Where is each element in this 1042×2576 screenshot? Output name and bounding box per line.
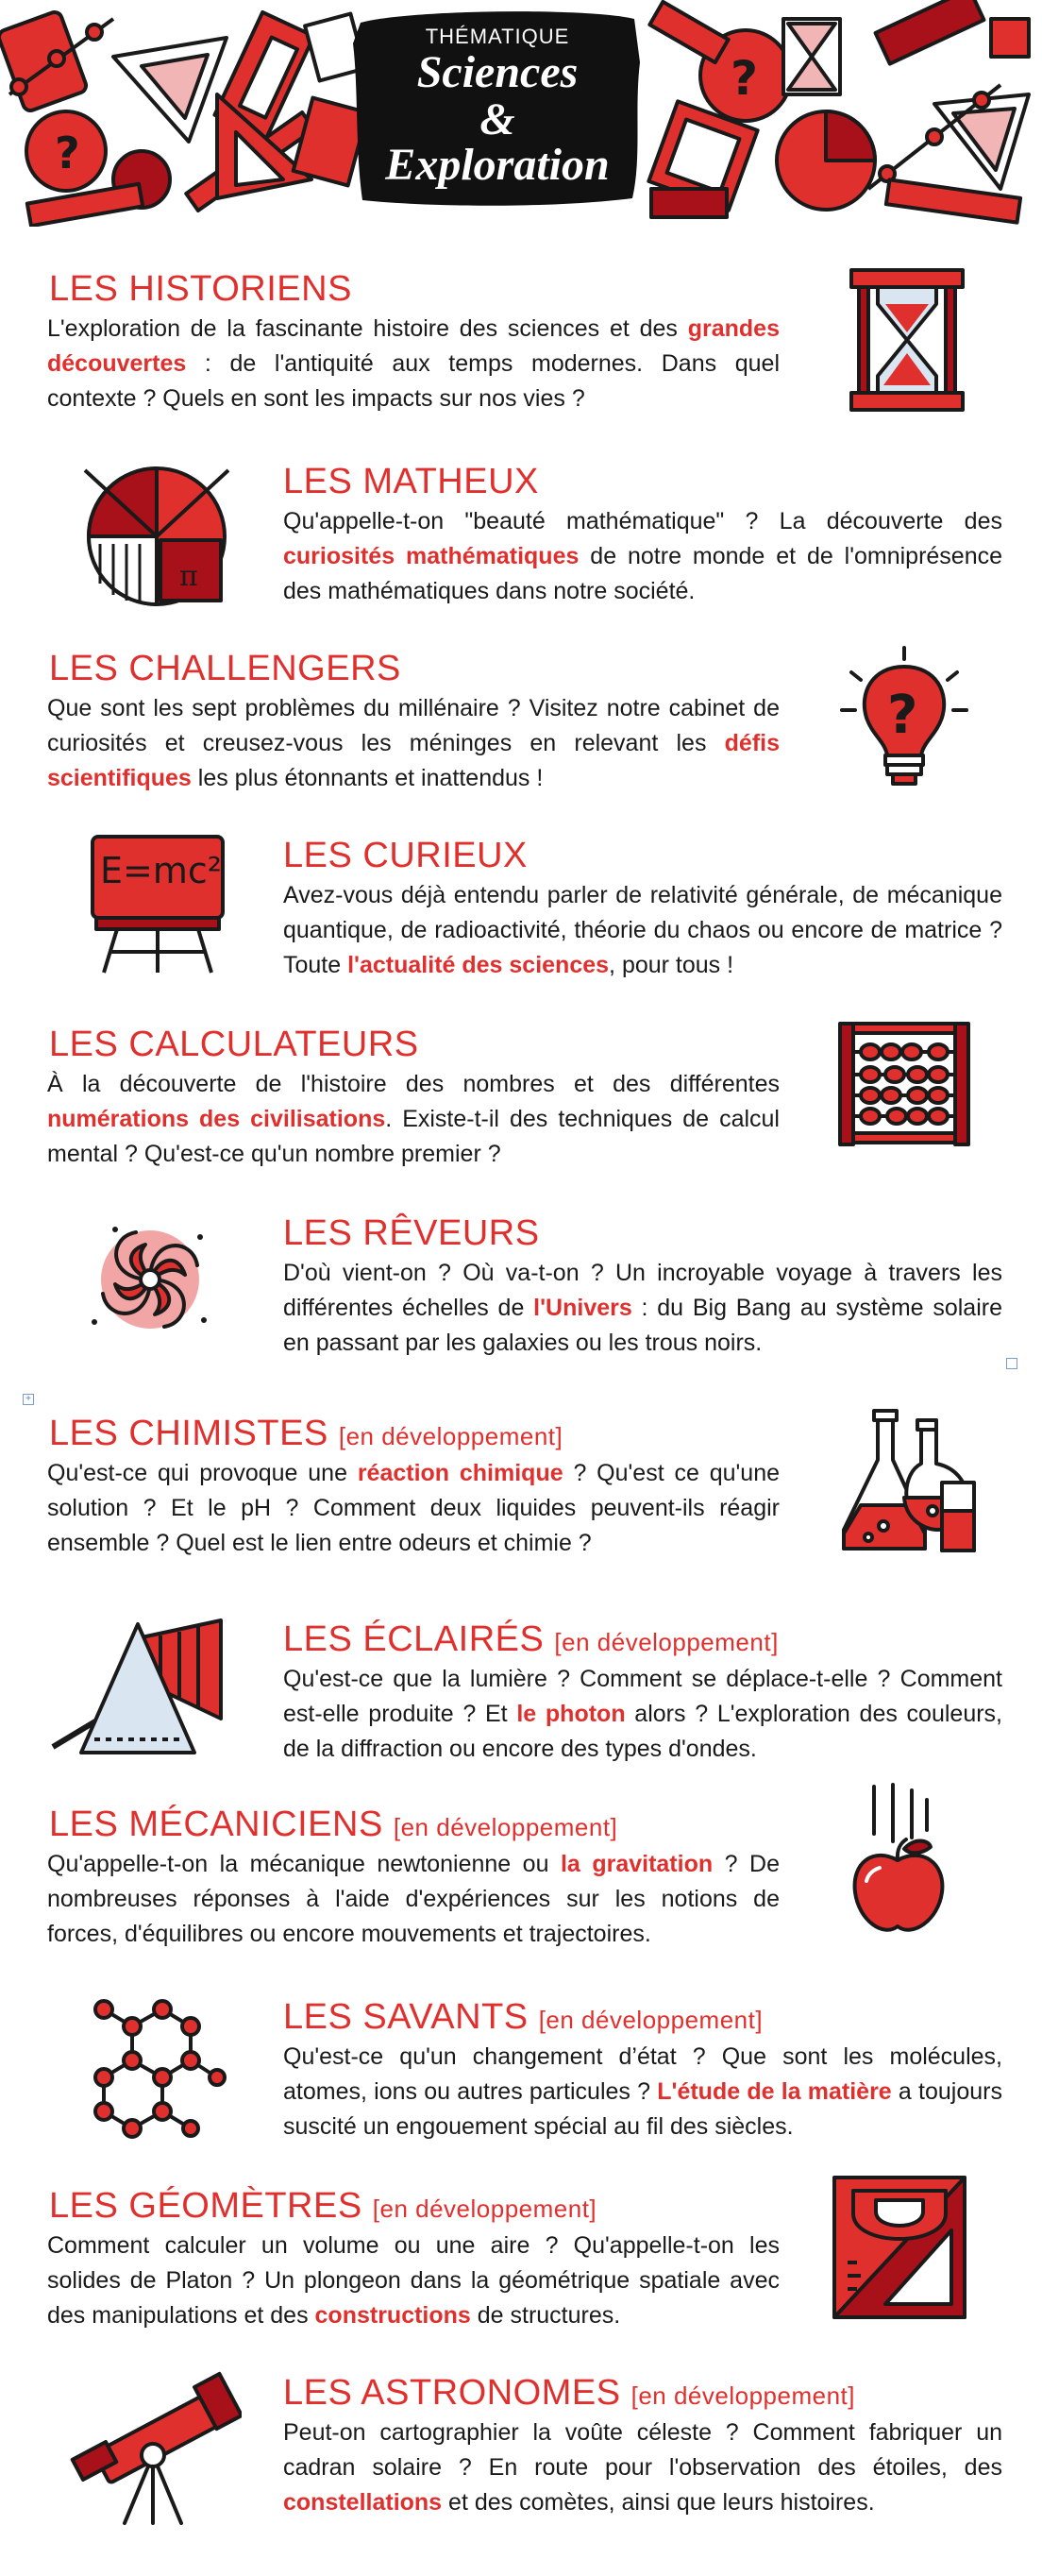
section-title: LES RÊVEURS <box>283 1213 540 1253</box>
section-historiens <box>0 264 1042 434</box>
section-savants <box>0 1992 1042 2162</box>
section-description: D'où vient-on ? Où va-t-on ? Un incroyable voyage à travers les différentes échelles de l'Univers : du Big Bang au système solaire en passant par les galaxies ou les trous noirs. <box>283 1260 1002 1356</box>
status-badge: [en développement] <box>393 1813 618 1841</box>
section-title: LES CHALLENGERS <box>49 649 401 688</box>
section-title: LES ÉCLAIRÉS [en développement] <box>283 1619 779 1659</box>
section-highlight: le photon <box>516 1701 626 1727</box>
falling-apple-icon <box>846 1781 950 1940</box>
status-badge: [en développement] <box>538 2006 764 2034</box>
section-curieux <box>0 831 1042 1001</box>
section-calculateurs <box>0 1020 1042 1190</box>
section-description: Qu'est-ce que la lumière ? Comment se déplace-t-elle ? Comment est-elle produite ? Et le photon alors ? L'exploration des couleurs, de la diffraction ou encore des types d'ondes. <box>283 1666 1003 1762</box>
section-highlight: réaction chimique <box>357 1460 563 1486</box>
section-title: LES MÉCANICIENS [en développement] <box>49 1805 618 1844</box>
banner-title-block <box>351 6 644 210</box>
svg-text:?: ? <box>55 127 80 178</box>
section-title: LES HISTORIENS <box>49 269 352 309</box>
section-challengers <box>0 644 1042 814</box>
section-highlight: constructions <box>314 2302 471 2329</box>
section-title: LES CALCULATEURS <box>49 1025 419 1064</box>
section-highlight: la gravitation <box>560 1851 714 1877</box>
section-astronomes <box>0 2368 1042 2548</box>
section-title: LES SAVANTS [en développement] <box>283 1997 764 2037</box>
galaxy-icon <box>79 1209 221 1350</box>
status-badge: [en développement] <box>372 2195 597 2223</box>
section-description: Qu'appelle-t-on la mécanique newtonienne ou la gravitation ? De nombreuses réponses à l'aide d'expériences sur les notions de forces, d'équilibres ou encore mouvements et trajectoires. <box>47 1851 780 1947</box>
status-badge: [en développement] <box>630 2381 855 2410</box>
abacus-icon <box>836 1020 972 1148</box>
pie-chart-pi-icon <box>81 461 232 612</box>
molecule-icon <box>85 1992 227 2144</box>
flasks-icon <box>827 1407 978 1558</box>
svg-text:π: π <box>179 560 198 593</box>
section-highlight: numérations des civilisations <box>47 1106 386 1132</box>
status-badge: [en développement] <box>554 1628 779 1656</box>
resize-handle-marker <box>1006 1358 1017 1369</box>
banner-kicker: THÉMATIQUE <box>425 25 570 48</box>
section-description: Qu'est-ce qui provoque une réaction chimique ? Qu'est ce qu'une solution ? Et le pH ? Comment deux liquides peuvent-ils réagir ensemble ? Quel est le lien entre odeurs et chimie ? <box>47 1460 780 1556</box>
banner-title-line-2: & <box>479 94 515 144</box>
section-highlight: constellations <box>283 2489 443 2516</box>
section-title: LES CURIEUX <box>283 836 528 875</box>
section-description: Qu'est-ce qu'un changement d’état ? Que sont les molécules, atomes, ions ou autres particules ? L'étude de la matière a toujours suscité un engouement spécial au fil des siècles. <box>283 2043 1002 2140</box>
banner <box>0 0 1042 227</box>
section-description: Qu'appelle-t-on "beauté mathématique" ? La découverte des curiosités mathématiques de notre monde et de l'omniprésence des mathématiques dans notre société. <box>283 508 1003 604</box>
section-highlight: défis scientifiques <box>47 730 780 791</box>
section-description: Comment calculer un volume ou une aire ? Qu'appelle-t-on les solides de Platon ? Un plongeon dans la géométrique spatiale avec des manipulations et des constructions de structures. <box>47 2232 780 2329</box>
svg-text:?: ? <box>887 685 918 746</box>
section-chimistes <box>0 1394 1042 1583</box>
section-geometres <box>0 2181 1042 2351</box>
telescope-icon <box>62 2368 242 2529</box>
section-highlight: l'Univers <box>533 1295 632 1321</box>
blackboard-formula: E=mc² <box>100 850 222 891</box>
set-square-protractor-icon <box>829 2172 970 2323</box>
section-matheux <box>0 457 1042 627</box>
question-bulb-icon <box>838 644 970 788</box>
section-highlight: curiosités mathématiques <box>283 543 580 569</box>
section-title: LES MATHEUX <box>283 462 539 501</box>
section-description: Avez-vous déjà entendu parler de relativité générale, de mécanique quantique, de radioactivité, théorie du chaos ou encore de matrice ? Toute l'actualité des sciences, pour tous ! <box>283 882 1002 978</box>
prism-icon <box>47 1615 227 1756</box>
banner-title-line-1: Sciences <box>416 47 579 97</box>
section-mecaniciens <box>0 1800 1042 1970</box>
section-description: L'exploration de la fascinante histoire des sciences et des grandes découvertes : de l'antiquité aux temps modernes. Dans quel contexte ? Quels en sont les impacts sur nos vies ? <box>47 315 780 412</box>
section-title: LES ASTRONOMES [en développement] <box>283 2373 855 2413</box>
section-description: Que sont les sept problèmes du millénaire ? Visitez notre cabinet de curiosités et creusez-vous les méninges en relevant les défis scientifiques les plus étonnants et inattendus ! <box>47 695 780 791</box>
banner-title-line-3: Exploration <box>385 140 610 190</box>
section-highlight: grandes découvertes <box>47 315 780 377</box>
section-reveurs <box>0 1209 1042 1379</box>
section-description: Peut-on cartographier la voûte céleste ? Comment fabriquer un cadran solaire ? En route pour l'observation des étoiles, des constellations et des comètes, ainsi que leurs histoires. <box>283 2419 1002 2516</box>
section-highlight: l'actualité des sciences <box>347 952 610 978</box>
section-highlight: L'étude de la matière <box>657 2078 892 2105</box>
svg-text:?: ? <box>731 51 759 106</box>
section-eclaires <box>0 1615 1042 1785</box>
status-badge: [en développement] <box>338 1422 563 1450</box>
anchor-marker: + <box>23 1394 34 1405</box>
section-description: À la découverte de l'histoire des nombres et des différentes numérations des civilisations. Existe-t-il des techniques de calcul mental ? Qu'est-ce qu'un nombre premier ? <box>47 1071 780 1167</box>
section-title: LES CHIMISTES [en développement] <box>49 1414 563 1453</box>
section-title: LES GÉOMÈTRES [en développement] <box>49 2186 597 2226</box>
hourglass-icon <box>846 266 968 414</box>
blackboard-emc2-icon <box>89 831 227 976</box>
